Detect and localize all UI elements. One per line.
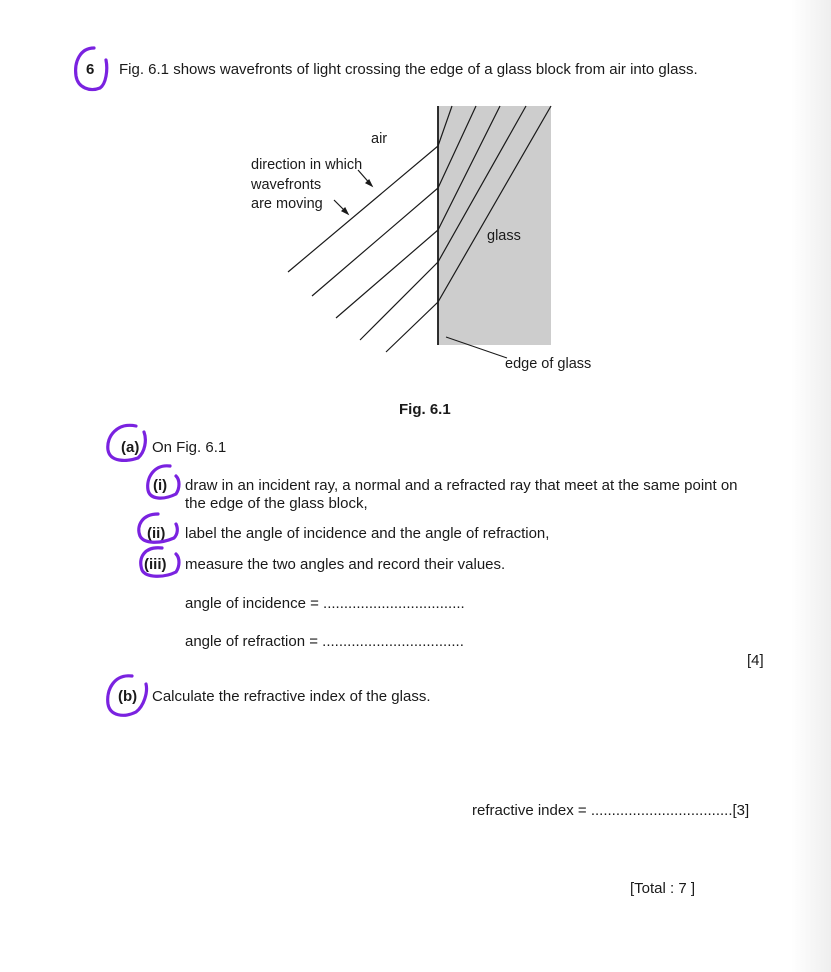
part-b-marks: [3] (732, 802, 750, 819)
sub-iii-label: (iii) (144, 556, 167, 573)
sub-ii-text: label the angle of incidence and the angle of refraction, (185, 525, 550, 542)
label-air: air (371, 131, 388, 147)
sub-ii-label: (ii) (147, 525, 166, 542)
total-marks: [Total : 7 ] (630, 880, 696, 897)
figure-caption: Fig. 6.1 (399, 401, 451, 418)
direction-arrows (334, 170, 372, 214)
angle-of-incidence-label: angle of incidence = (185, 595, 324, 612)
label-edge-of-glass: edge of glass (505, 356, 592, 372)
figure-6-1 (0, 0, 831, 420)
sub-i-line2: the edge of the glass block, (185, 495, 368, 512)
sub-i-label: (i) (153, 477, 168, 494)
sub-i-line1: draw in an incident ray, a normal and a refracted ray that meet at the same point on (185, 477, 738, 494)
part-a-label: (a) (121, 439, 140, 456)
glass-block (438, 106, 551, 345)
part-a-marks: [4] (747, 652, 764, 669)
angle-of-refraction-blank[interactable]: .................................. (322, 633, 464, 650)
label-direction-1: direction in which (251, 157, 363, 173)
sub-iii-text: measure the two angles and record their values. (185, 556, 506, 573)
refractive-index-row (472, 802, 749, 819)
question-intro: Fig. 6.1 shows wavefronts of light crossing the edge of a glass block from air into glass. (119, 61, 698, 78)
label-direction-2: wavefronts (251, 177, 322, 193)
question-number: 6 (86, 61, 95, 78)
part-a-text: On Fig. 6.1 (152, 439, 227, 456)
angle-of-refraction-row (185, 633, 464, 650)
refractive-index-blank[interactable]: .................................. (590, 802, 733, 819)
part-b-label: (b) (118, 688, 138, 705)
angle-of-incidence-row (185, 595, 465, 612)
angle-of-incidence-blank[interactable]: .................................. (323, 595, 465, 612)
part-b-text: Calculate the refractive index of the glass. (152, 688, 431, 705)
wavefront-diagram (0, 0, 831, 420)
angle-of-refraction-label: angle of refraction = (185, 633, 323, 650)
label-direction-3: are moving (251, 196, 323, 212)
label-glass: glass (487, 228, 521, 244)
refractive-index-label: refractive index = (472, 802, 591, 819)
